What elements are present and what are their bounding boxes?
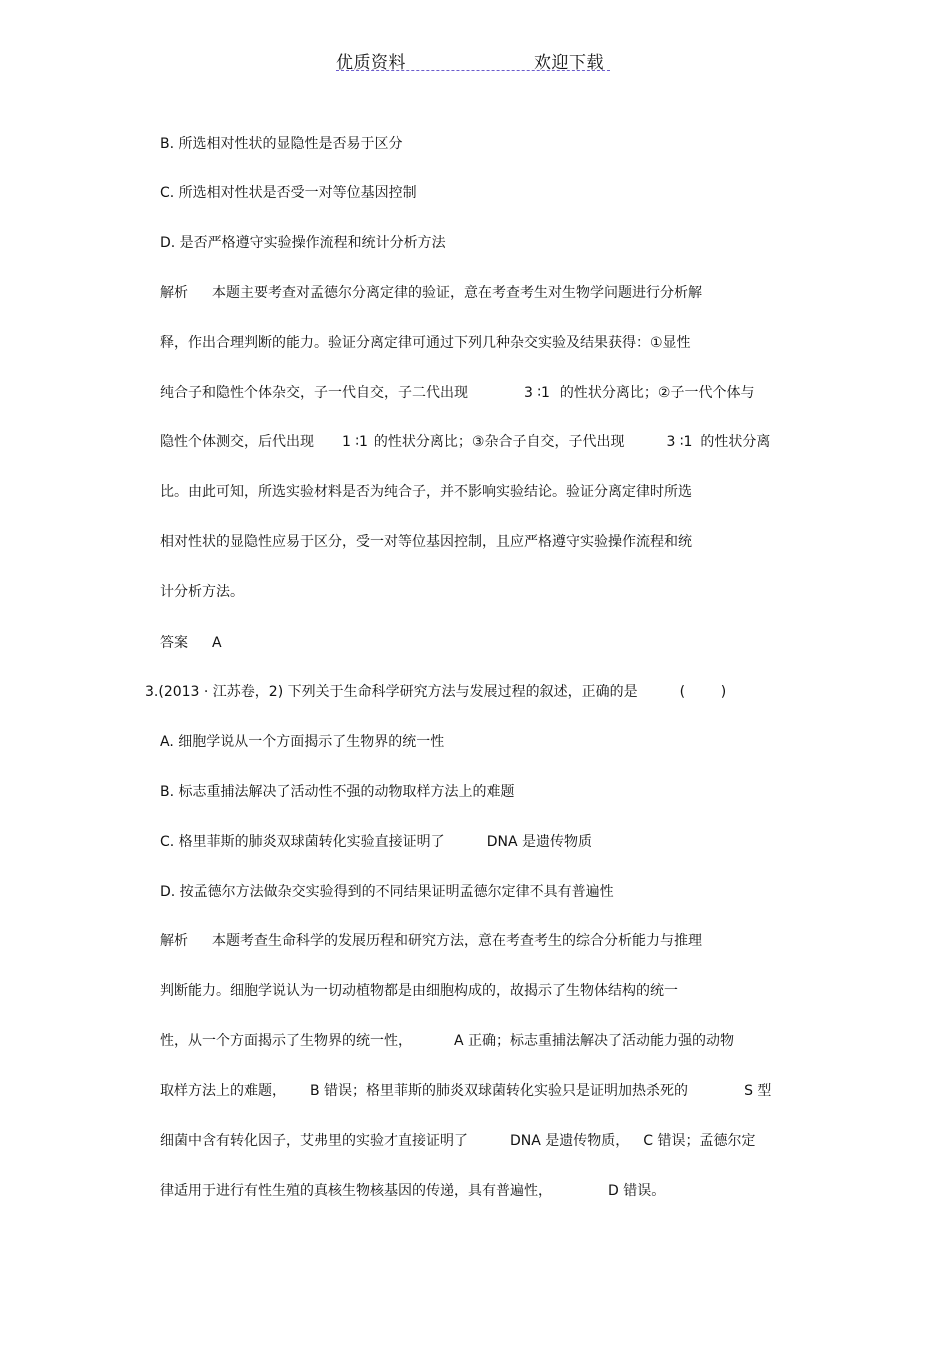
- text-segment: A 正确；标志重捕法解决了活动能力强的动物: [454, 1033, 735, 1049]
- q3-analysis-label: 解析: [160, 933, 188, 949]
- q2-analysis-line-7: 计分析方法。: [160, 584, 244, 600]
- q3-stem: [145, 683, 726, 701]
- text-segment: 的性状分离比；②子一代个体与: [559, 385, 755, 401]
- header-dashed-rule: [336, 70, 610, 71]
- ratio-value: 1 ∶1: [342, 434, 368, 450]
- text-segment: DNA 是遗传物质，: [510, 1133, 630, 1149]
- q2-answer: [160, 634, 222, 652]
- text-segment: C. 格里菲斯的肺炎双球菌转化实验直接证明了: [160, 834, 445, 850]
- q3-option-b: B. 标志重捕法解决了活动性不强的动物取样方法上的难题: [160, 784, 515, 800]
- text-segment: 的性状分离: [700, 434, 771, 450]
- q3-analysis-line-2: 判断能力。细胞学说认为一切动植物都是由细胞构成的，故揭示了生物体结构的统一: [160, 983, 678, 999]
- q2-analysis-line-1: [160, 284, 702, 302]
- q2-option-d: D. 是否严格遵守实验操作流程和统计分析方法: [160, 235, 446, 251]
- q3-analysis-line-3: [160, 1032, 734, 1050]
- text-segment: 细菌中含有转化因子，艾弗里的实验才直接证明了: [160, 1133, 468, 1149]
- header-left-text: 优质资料: [336, 53, 406, 73]
- q3-option-d: D. 按孟德尔方法做杂交实验得到的不同结果证明孟德尔定律不具有普遍性: [160, 884, 614, 900]
- q3-analysis-text: 本题考查生命科学的发展历程和研究方法，意在考查考生的综合分析能力与推理: [212, 933, 702, 949]
- answer-label: 答案: [160, 635, 188, 651]
- q2-analysis-line-3: [160, 384, 754, 402]
- q2-analysis-line-2: 释，作出合理判断的能力。验证分离定律可通过下列几种杂交实验及结果获得：①显性: [160, 335, 691, 351]
- q2-option-b: B. 所选相对性状的显隐性是否易于区分: [160, 136, 403, 152]
- ratio-value: 3 ∶1: [524, 385, 550, 401]
- text-segment: B 错误；格里菲斯的肺炎双球菌转化实验只是证明加热杀死的: [310, 1083, 689, 1099]
- q3-analysis-line-1: [160, 932, 702, 950]
- text-segment: C 错误；孟德尔定: [643, 1133, 756, 1149]
- q2-analysis-text: 本题主要考查对孟德尔分离定律的验证，意在考查考生对生物学问题进行分析解: [212, 285, 702, 301]
- text-segment: 的性状分离比；③杂合子自交，子代出现: [373, 434, 625, 450]
- text-segment: S 型: [744, 1083, 772, 1099]
- text-segment: 律适用于进行有性生殖的真核生物核基因的传递，具有普遍性，: [160, 1183, 552, 1199]
- q2-analysis-line-6: 相对性状的显隐性应易于区分，受一对等位基因控制，且应严格遵守实验操作流程和统: [160, 534, 692, 550]
- q3-analysis-line-4: [160, 1082, 771, 1100]
- q2-option-c: C. 所选相对性状是否受一对等位基因控制: [160, 185, 417, 201]
- q2-analysis-line-4: [160, 433, 770, 451]
- text-segment: 取样方法上的难题，: [160, 1083, 286, 1099]
- q3-option-a: A. 细胞学说从一个方面揭示了生物界的统一性: [160, 734, 445, 750]
- text-segment: D 错误。: [608, 1183, 666, 1199]
- text-segment: DNA 是遗传物质: [486, 834, 592, 850]
- q3-analysis-line-5: [160, 1132, 756, 1150]
- text-segment: 纯合子和隐性个体杂交，子一代自交，子二代出现: [160, 385, 468, 401]
- ratio-value: 3 ∶1: [666, 434, 693, 450]
- header-right-text: 欢迎下载: [534, 53, 604, 73]
- q3-option-c: [160, 833, 592, 851]
- q2-analysis-line-5: 比。由此可知，所选实验材料是否为纯合子，并不影响实验结论。验证分离定律时所选: [160, 484, 692, 500]
- q2-analysis-label: 解析: [160, 285, 188, 301]
- answer-paren: ( ): [679, 684, 727, 700]
- q3-analysis-line-6: [160, 1182, 665, 1200]
- q3-stem-text: 3.(2013 · 江苏卷，2) 下列关于生命科学研究方法与发展过程的叙述，正确的是: [145, 684, 638, 700]
- answer-value: A: [212, 635, 222, 651]
- text-segment: 性，从一个方面揭示了生物界的统一性，: [160, 1033, 412, 1049]
- text-segment: 隐性个体测交，后代出现: [160, 434, 314, 450]
